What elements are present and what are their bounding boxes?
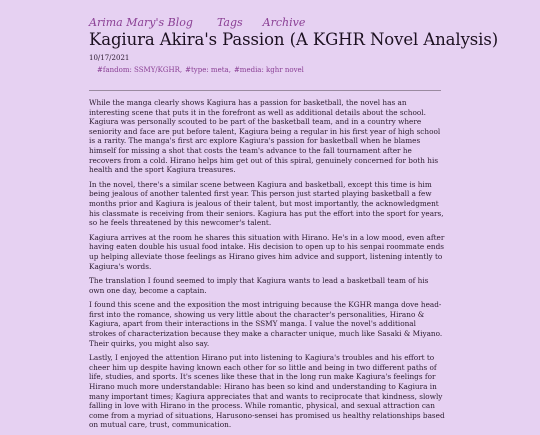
paragraph: In the novel, there's a similar scene between Kagiura and basketball, except this time is him being jealous of another talented first year. This person just started playing basketball a few months prior and Kagiura is jealous of their talent, but most importantly, the acknowledgment his classmate is receiving from their seniors. Kagiura has put the effort into the sport for years, so he feels threatened by this newcomer's talent. xyxy=(89,179,444,228)
tag-fandom[interactable]: #fandom: SSMY/KGHR, xyxy=(97,66,183,74)
paragraph: Lastly, I enjoyed the attention Hirano put into listening to Kagiura's troubles and his effort to cheer him up despite having known each other for so little and being in two different paths of life, studies, and sports. It's scenes like these that in the long run make Kagiura's feelings for Hirano much more understandable: Hirano has been so kind and understanding to Kagiura in many important times; Kagiura appreciates that and wants to reciprocate that kindness, slowly falling in love with Hirano in the process. While romantic, physical, and sexual attraction can come from a myriad of situations, Harusono-sensei has promised us healthy relationships based on mutual care, trust, communication. xyxy=(89,353,445,430)
paragraph: Kagiura arrives at the room he shares this situation with Hirano. He's in a low mood, even after having eaten double his usual food intake. His decision to open up to his senpai roommate ends up helping alleviate those feelings as Hirano gives him advice and support, listening intently to Kagiura's words. xyxy=(89,232,445,271)
nav-link-tags[interactable]: Tags xyxy=(216,16,243,29)
tag-type[interactable]: #type: meta, xyxy=(185,66,231,74)
post-tags xyxy=(97,66,304,74)
nav-link-blog-home[interactable]: Arima Mary's Blog xyxy=(89,16,193,29)
nav-link-archive[interactable]: Archive xyxy=(262,16,306,29)
paragraph: The translation I found seemed to imply that Kagiura wants to lead a basketball team of his own one day, become a captain. xyxy=(89,276,429,295)
paragraph: I found this scene and the exposition the most intriguing because the KGHR manga dove head-first into the romance, showing us very little about the character's personalities, Hirano & Kagiura, apart from their interactions in the SSMY manga. I value the novel's additional strokes of characterization because they make a character unique, much like Sasaki & Miyano. Their quirks, you might also say. xyxy=(89,300,443,348)
header-divider xyxy=(89,90,441,91)
post-title: Kagiura Akira's Passion (A KGHR Novel Analysis) xyxy=(89,30,499,49)
blog-nav xyxy=(89,16,305,29)
post-body xyxy=(89,98,445,435)
post-date: 10/17/2021 xyxy=(89,54,130,62)
tag-media[interactable]: #media: kghr novel xyxy=(233,66,304,74)
paragraph: While the manga clearly shows Kagiura has a passion for basketball, the novel has an interesting scene that puts it in the forefront as well as additional details about the school. Kagiura was personally scouted to be part of the basketball team, and in a country where seniority and face are put before talent, Kagiura being a regular in his first year of high school is a rarity. The manga's first arc explore Kagiura's passion for basketball when he blames himself for missing a shot that costs the team's advance to the fall tournament after he recovers from a cold. Hirano helps him get out of this spiral, genuinely concerned for both his health and the sport Kagiura treasures. xyxy=(89,98,441,175)
